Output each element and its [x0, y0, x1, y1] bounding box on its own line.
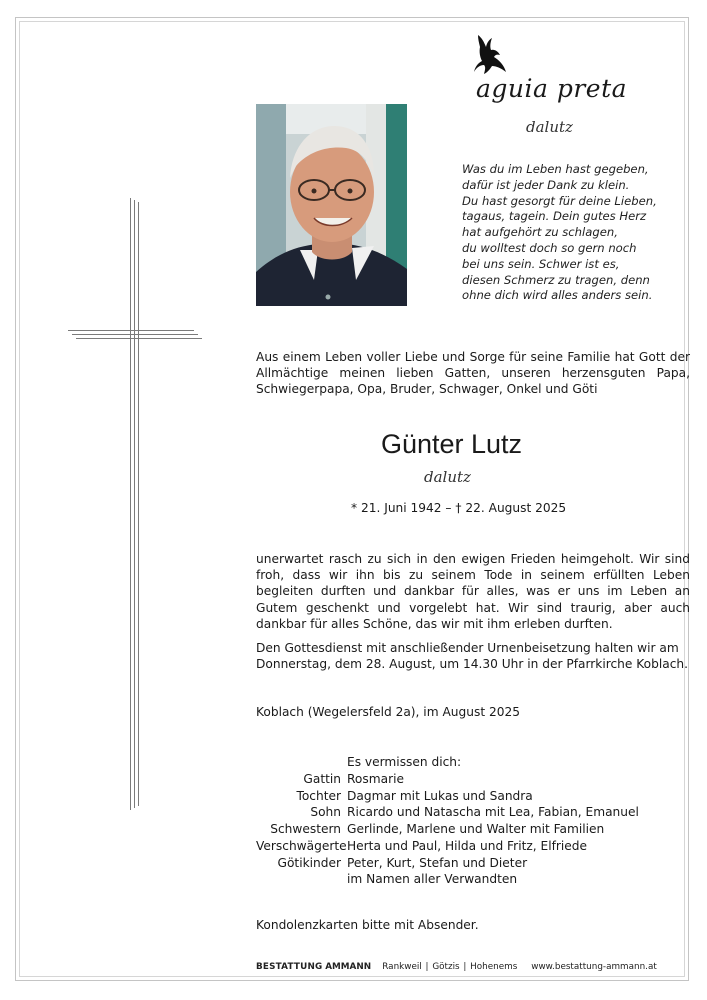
poem-line: Was du im Leben hast gegeben,	[462, 162, 649, 176]
mourners-heading: Es vermissen dich:	[347, 755, 462, 769]
mourner-names: Rosmarie	[347, 772, 404, 786]
service-info: Den Gottesdienst mit anschließender Urnenbeisetzung halten wir am Donnerstag, dem 28. August, um 14.30 Uhr in der Pfarrkirche Koblach.	[256, 641, 689, 672]
poem-line: dafür ist jeder Dank zu klein.	[462, 177, 630, 192]
life-dates: * 21. Juni 1942 – † 22. August 2025	[351, 501, 567, 515]
relation-label: Schwestern	[270, 822, 341, 837]
poem-line: hat aufgehört zu schlagen,	[462, 225, 618, 240]
poem-line: ohne dich wird alles anders sein.	[462, 288, 653, 303]
mourners-list	[256, 771, 639, 888]
deceased-subtitle: dalutz	[424, 468, 471, 486]
mourner-row	[256, 855, 639, 872]
mourner-row	[256, 788, 639, 805]
mourner-names: Ricardo und Natascha mit Lea, Fabian, Emanuel	[347, 805, 639, 820]
mourner-names: Herta und Paul, Hilda und Fritz, Elfriede	[347, 838, 588, 853]
mourner-row	[256, 871, 639, 888]
footer	[256, 962, 657, 972]
mourner-row	[256, 838, 639, 855]
footer-location: Götzis	[432, 962, 460, 972]
poem-line: bei uns sein. Schwer ist es,	[462, 256, 620, 271]
intro-text: Aus einem Leben voller Liebe und Sorge für seine Familie hat Gott der Allmächtige meinen lieben Gatten, unseren herzensguten Papa, Schwiegerpapa, Opa, Bruder, Schwager, Onkel und Göti	[256, 350, 690, 397]
poem-line: tagaus, tagein. Dein gutes Herz	[462, 209, 647, 224]
footer-brand: BESTATTUNG	[256, 962, 323, 972]
footer-location: Hohenems	[470, 962, 518, 972]
condolence-note: Kondolenzkarten bitte mit Absender.	[256, 918, 479, 932]
body-text: unerwartet rasch zu sich in den ewigen Frieden heimgeholt. Wir sind froh, dass wir ihn bis zu seinem Tode in seinem erfüllten Leben begleiten durften und dankbar für alles, was er uns im Leben an Gutem geschenkt und vorgelebt hat. Wir sind traurig, aber auch dankbar für alles Schöne, das wir mit ihm erleben durften.	[256, 552, 690, 631]
mourner-names: Dagmar mit Lukas und Sandra	[347, 788, 533, 803]
mourner-row	[256, 771, 639, 788]
poem-line: diesen Schmerz zu tragen, denn	[462, 272, 650, 287]
logo-wordmark: aguia preta	[476, 74, 628, 103]
relation-label: Götikinder	[277, 855, 341, 870]
footer-brand-name: AMMANN	[325, 962, 372, 972]
footer-url[interactable]: www.bestattung-ammann.at	[531, 962, 657, 972]
place-date: Koblach (Wegelersfeld 2a), im August 2025	[256, 705, 520, 719]
logo-subtitle: dalutz	[526, 118, 573, 136]
relation-label: Gattin	[303, 772, 341, 786]
poem-line: du wolltest doch so gern noch	[462, 240, 637, 255]
footer-separator: |	[425, 962, 429, 972]
mourner-row	[256, 804, 639, 821]
footer-location: Rankweil	[382, 962, 422, 972]
relation-label	[256, 871, 341, 888]
portrait-photo	[256, 104, 407, 306]
footer-separator: |	[463, 962, 467, 972]
poem	[462, 162, 662, 304]
poem-line: Du hast gesorgt für deine Lieben,	[462, 193, 657, 208]
mourner-row	[256, 821, 639, 838]
relation-label: Sohn	[310, 805, 341, 820]
mourner-names: im Namen aller Verwandten	[347, 872, 518, 887]
relation-label: Verschwägerte	[256, 838, 347, 853]
mourner-names: Peter, Kurt, Stefan und Dieter	[347, 855, 528, 870]
deceased-name: Günter Lutz	[380, 429, 523, 459]
mourner-names: Gerlinde, Marlene und Walter mit Familien	[347, 822, 605, 837]
relation-label: Tochter	[296, 788, 341, 803]
